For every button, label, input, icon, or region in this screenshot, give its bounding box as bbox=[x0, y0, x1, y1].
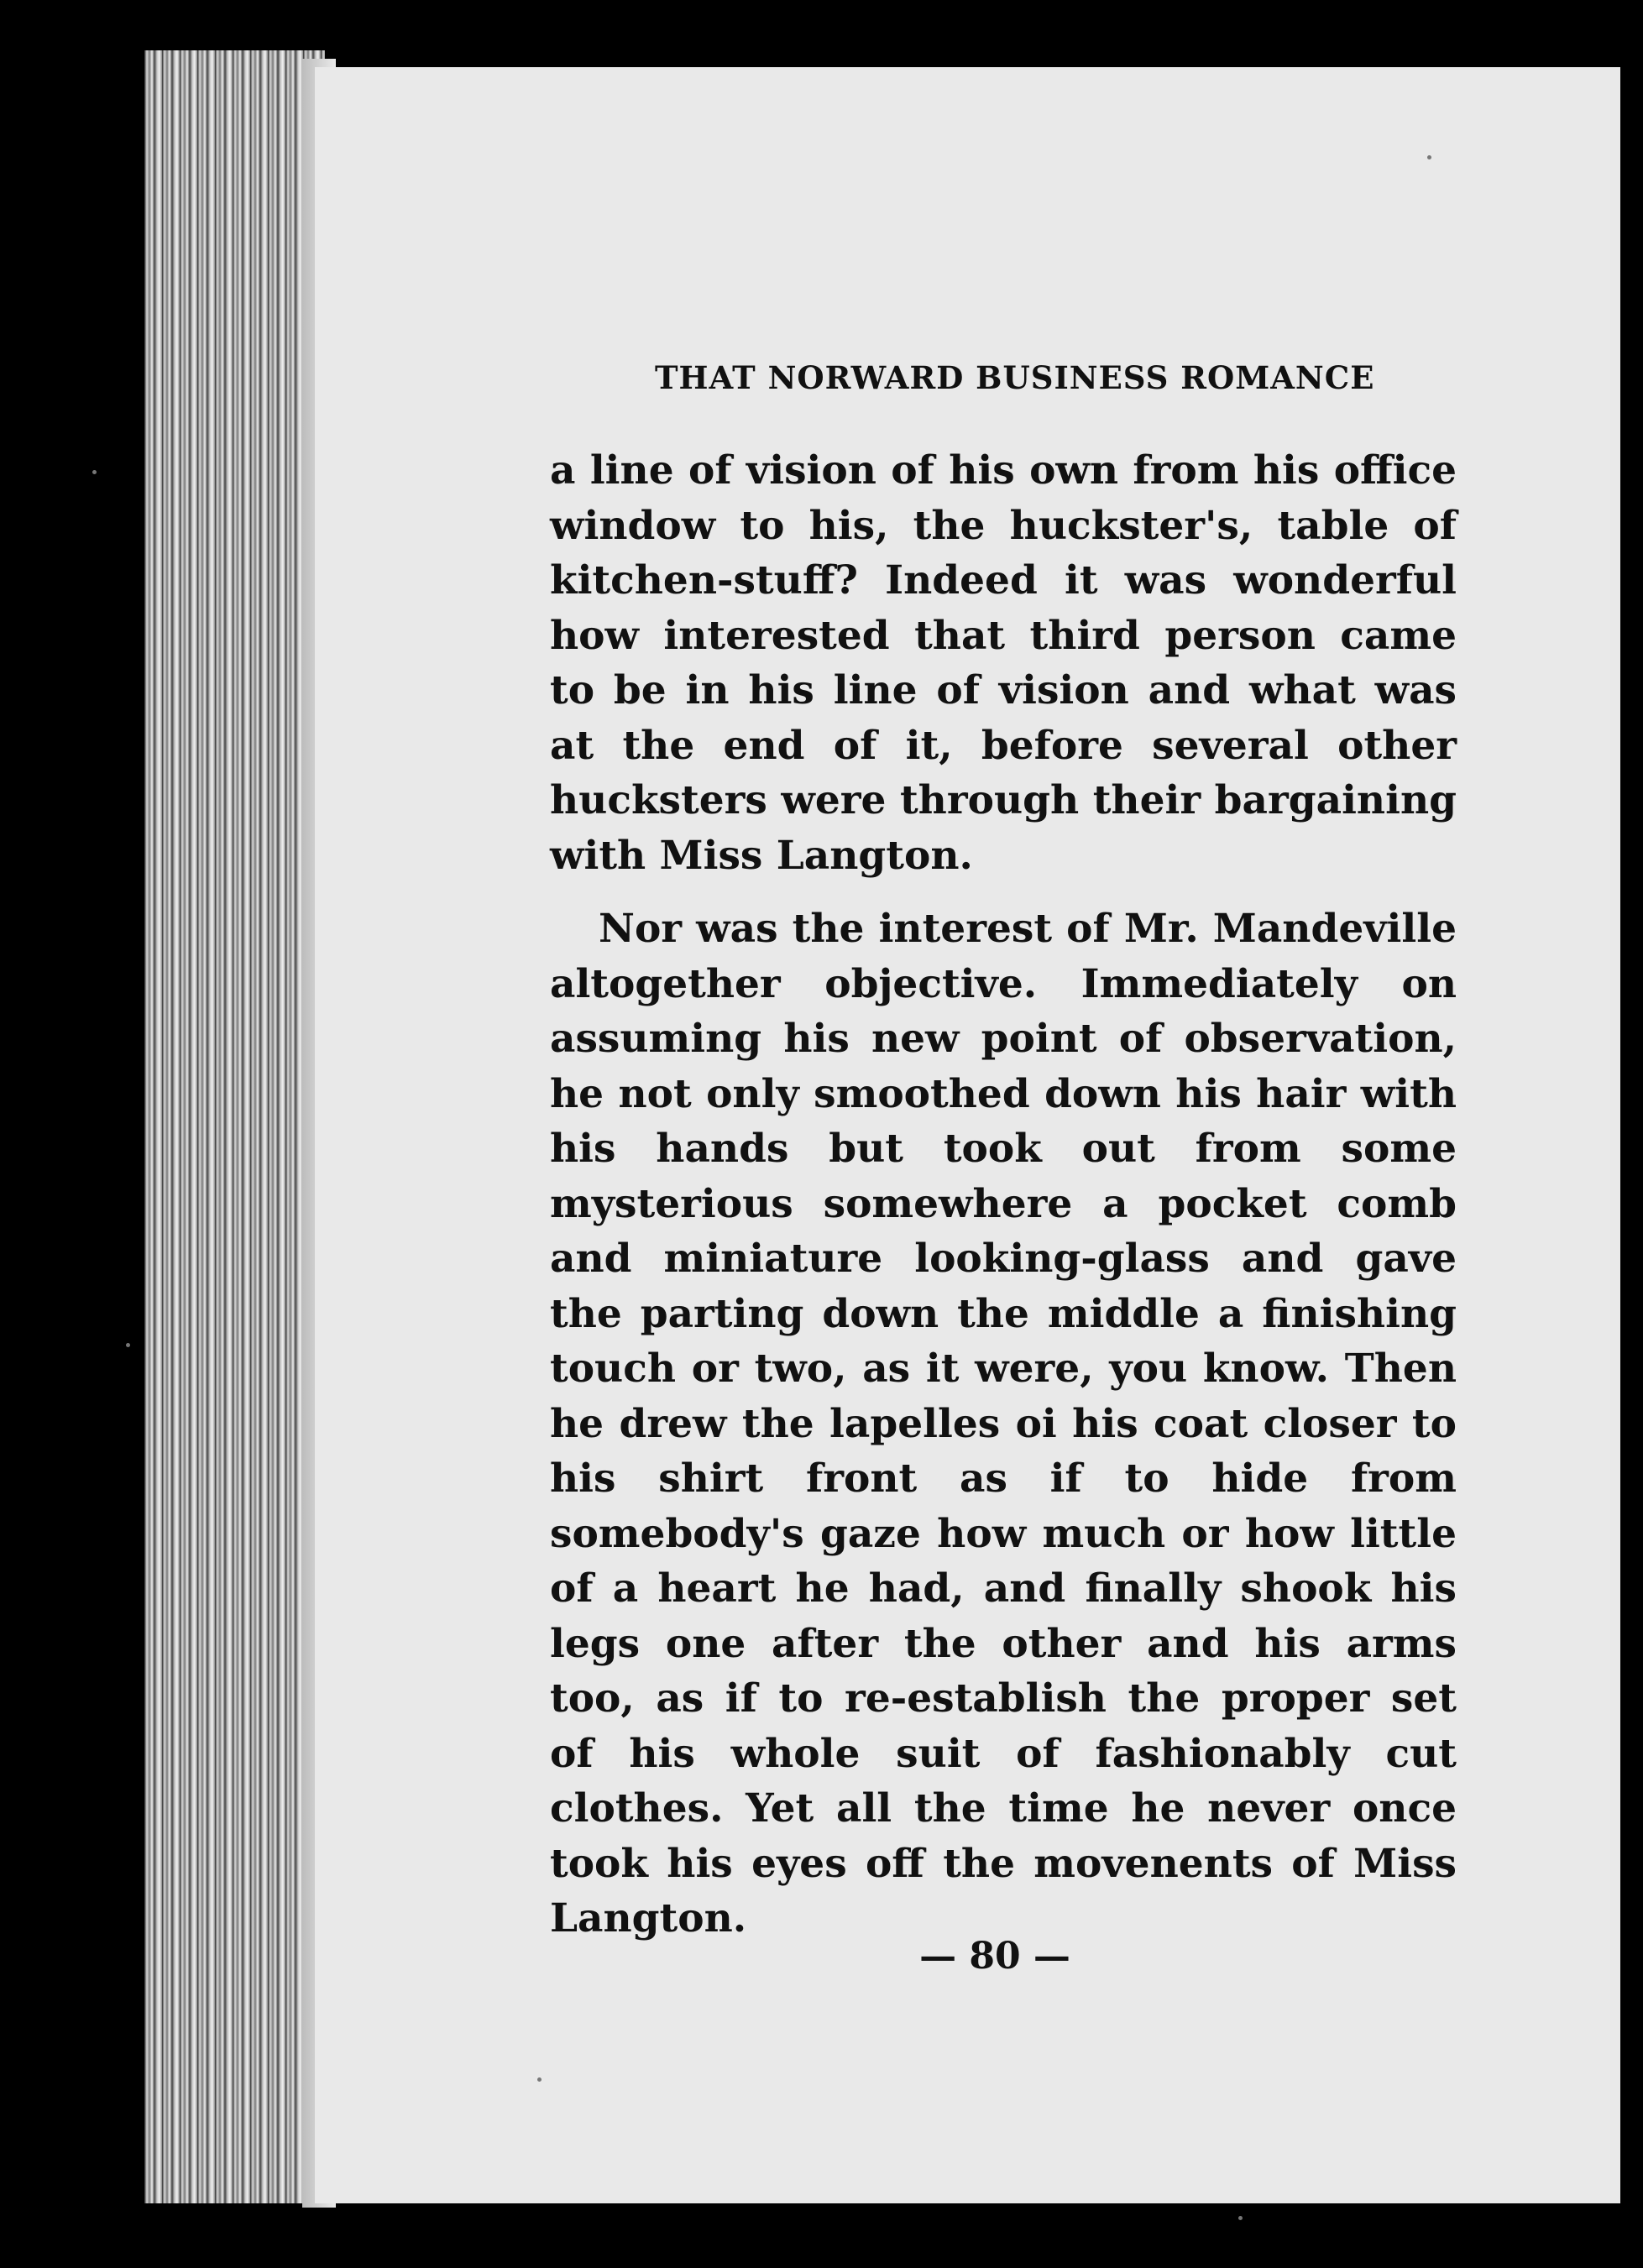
dust-speck bbox=[1427, 155, 1431, 159]
running-head: THAT NORWARD BUSINESS ROMANCE bbox=[655, 359, 1375, 396]
paragraph-1: a line of vision of his own from his office window to his, the huckster's, table of kitchen-stuff? Indeed it was wonderful how interested that third person came to be in his line of vision and what was at the end of it, before several other hucksters were through their bargaining with Miss Langton. bbox=[550, 447, 1457, 879]
paragraph-2: Nor was the interest of Mr. Mandeville altogether objective. Immediately on assuming his new point of observation, he not only smoothed down his hair with his hands but took out from some mysterious somewhere a pocket comb and miniature looking-glass and gave the parting down the middle a finishing touch or two, as it were, you know. Then he drew the lapelles oi his coat closer to his shirt front as if to hide from somebody's gaze how much or how little of a heart he had, and finally shook his legs one after the other and his arms too, as if to re-establish the proper set of his whole suit of fashionably cut clothes. Yet all the time he never once took his eyes off the movenents of Miss Langton. bbox=[550, 906, 1457, 1941]
stacked-page-edges bbox=[144, 50, 325, 2203]
page-number: — 80 — bbox=[919, 1935, 1070, 1978]
dust-speck bbox=[1238, 2216, 1243, 2220]
dust-speck bbox=[92, 470, 97, 474]
body-text bbox=[550, 443, 1457, 1947]
dust-speck bbox=[126, 1343, 130, 1347]
dust-speck bbox=[537, 2077, 542, 2082]
